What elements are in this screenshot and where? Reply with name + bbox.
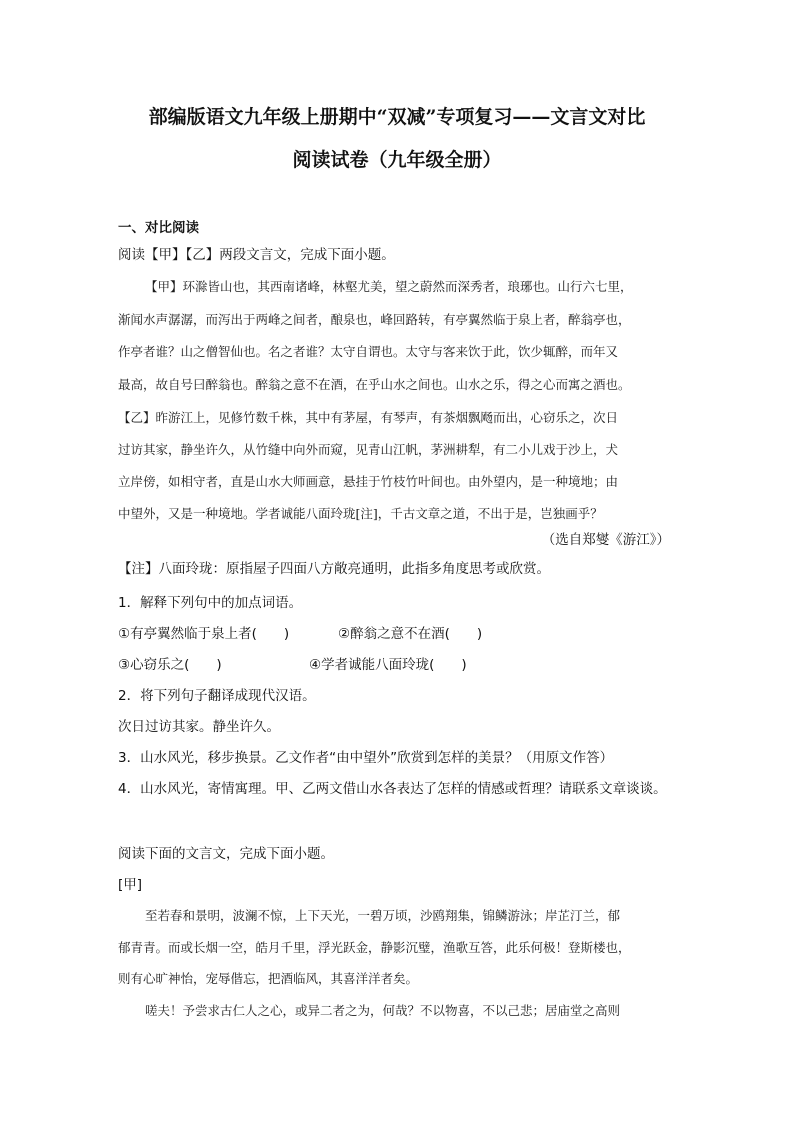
section2-intro: 阅读下面的文言文，完成下面小题。 xyxy=(118,846,334,862)
passage-b-line: 立岸傍，如相守者，直是山水大师画意，悬挂于竹枝竹叶间也。由外望内，是一种境地；由 xyxy=(118,474,619,489)
q1-item: ②醉翁之意不在酒( ) xyxy=(338,626,483,642)
q2-sentence: 次日过访其家。静坐许久。 xyxy=(118,719,280,735)
passage-a-line: 作亭者谁？山之僧智仙也。名之者谁？太守自谓也。太守与客来饮于此，饮少辄醉，而年又 xyxy=(118,344,619,359)
passage-a-line: 【甲】环滁皆山也，其西南诸峰，林壑尤美，望之蔚然而深秀者，琅琊也。山行六七里， xyxy=(145,279,633,294)
passage-jia-line: 嗟夫！予尝求古仁人之心，或异二者之为，何哉？不以物喜，不以己悲；居庙堂之高则 xyxy=(145,1003,621,1018)
passage-b-line: 【乙】昨游江上，见修竹数千株，其中有茅屋，有琴声，有茶烟飘飏而出，心窃乐之，次日 xyxy=(118,410,619,425)
passage-a-line: 最高，故自号曰醉翁也。醉翁之意不在酒，在乎山水之间也。山水之乐，得之心而寓之酒也。 xyxy=(118,377,631,392)
doc-title-line1: 部编版语文九年级上册期中“双减”专项复习——文言文对比 xyxy=(148,106,646,128)
passage-source: （选自郑燮《游江》） xyxy=(541,532,670,548)
annotation-note: 【注】八面玲珑：原指屋子四面八方敞亮通明，此指多角度思考或欣赏。 xyxy=(118,561,550,577)
passage-jia-line: 则有心旷神怡，宠辱偕忘，把酒临风，其喜洋洋者矣。 xyxy=(118,971,419,986)
doc-title-line2: 阅读试卷（九年级全册） xyxy=(292,149,502,171)
q1-item: ④学者诚能八面玲珑( ) xyxy=(309,657,467,673)
q1-item: ③心窃乐之( ) xyxy=(118,657,222,673)
section-intro: 阅读【甲】【乙】两段文言文，完成下面小题。 xyxy=(118,247,395,263)
passage-jia-line: 至若春和景明，波澜不惊，上下天光，一碧万顷，沙鸥翔集，锦鳞游泳；岸芷汀兰，郁 xyxy=(145,908,621,923)
section2-label: [甲] xyxy=(118,877,143,893)
passage-jia-line: 郁青青。而或长烟一空，皓月千里，浮光跃金，静影沉璧，渔歌互答，此乐何极！登斯楼也， xyxy=(118,940,631,955)
question-2: 2．将下列句子翻译成现代汉语。 xyxy=(118,688,316,704)
q1-item: ①有亭翼然临于泉上者( ) xyxy=(118,626,290,642)
question-3: 3．山水风光，移步换景。乙文作者“由中望外”欣赏到怎样的美景？（用原文作答） xyxy=(118,750,614,766)
question-4: 4．山水风光，寄情寓理。甲、乙两文借山水各表达了怎样的情感或哲理？请联系文章谈谈。 xyxy=(118,781,667,797)
passage-b-line: 过访其家，静坐许久，从竹缝中向外而窥，见青山江帆，茅洲耕犁，有二小儿戏于沙上，犬 xyxy=(118,442,619,457)
passage-b-line: 中望外，又是一种境地。学者诚能八面玲珑[注]，千古文章之道，不出于是，岂独画乎？ xyxy=(118,506,603,521)
section-heading: 一、对比阅读 xyxy=(118,220,199,236)
passage-a-line: 渐闻水声潺潺，而泻出于两峰之间者，酿泉也，峰回路转，有亭翼然临于泉上者，醉翁亭也， xyxy=(118,312,631,327)
question-1: 1．解释下列句中的加点词语。 xyxy=(118,595,303,611)
